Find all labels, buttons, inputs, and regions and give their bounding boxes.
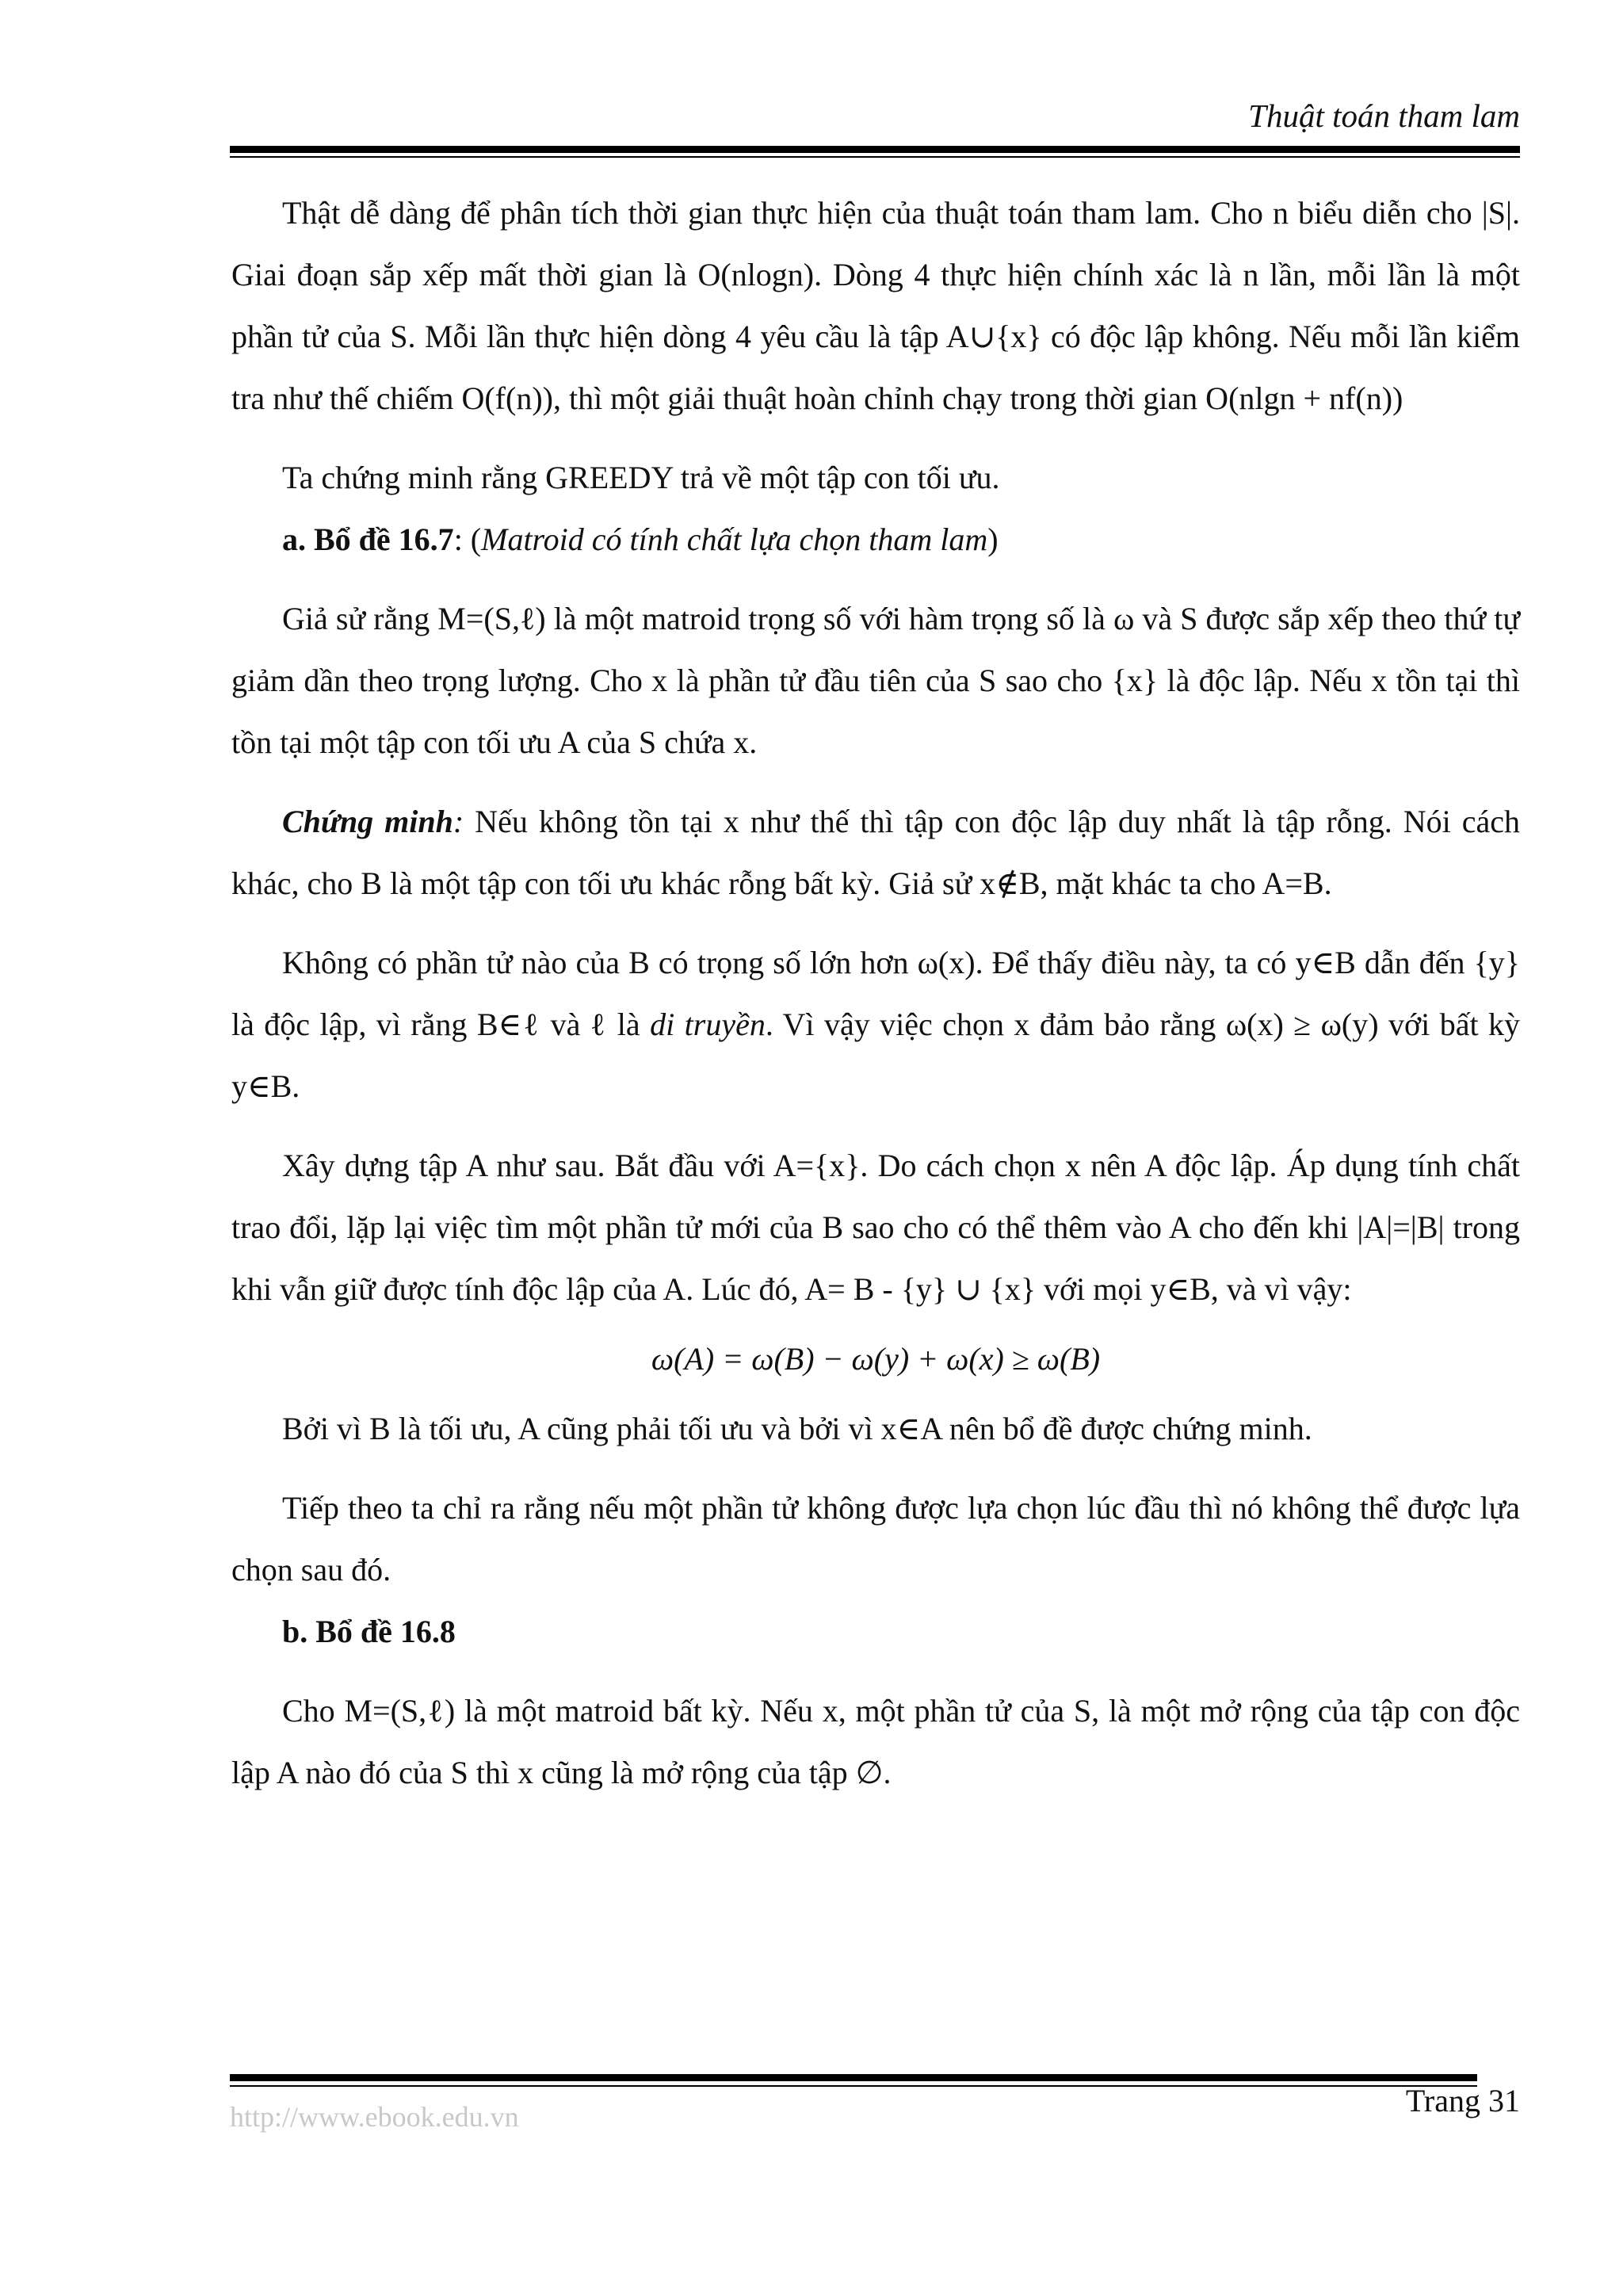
paragraph-conclude: Bởi vì B là tối ưu, A cũng phải tối ưu và bởi vì x∈A nên bổ đề được chứng minh. [282, 1411, 1312, 1446]
lemma-16-7-heading [231, 509, 1520, 571]
paragraph-claim: Ta chứng minh rằng GREEDY trả về một tập con tối ưu. [282, 460, 1000, 495]
paragraph-next: Tiếp theo ta chỉ ra rằng nếu một phần tử không được lựa chọn lúc đầu thì nó không thể được lựa chọn sau đó. [231, 1490, 1520, 1587]
header-rule-thick [230, 146, 1520, 153]
paragraph-weight [231, 932, 1520, 1117]
lemma-16-8-heading: b. Bổ đề 16.8 [282, 1614, 456, 1649]
lemma-16-7-title: Matroid có tính chất lựa chọn tham lam [481, 521, 988, 557]
proof-colon: : [453, 804, 464, 839]
lemma-16-7-close: ) [987, 521, 999, 557]
body-text [231, 182, 1520, 1804]
footer-url: http://www.ebook.edu.vn [230, 2101, 519, 2133]
footer-rule-thin [230, 2085, 1477, 2087]
paragraph-weight-part1: Không có phần tử nào của B có trọng số lớn hơn ω(x). Để thấy điều này, ta có y∈B dẫn đến {y} là độc lập, vì rằng B∈ℓ và ℓ là [231, 945, 1520, 1042]
lemma-16-7-label: a. Bổ đề 16.7 [282, 521, 454, 557]
lemma-16-7-statement: Giả sử rằng M=(S,ℓ) là một matroid trọng số với hàm trọng số là ω và S được sắp xếp theo thứ tự giảm dần theo trọng lượng. Cho x là phần tử đầu tiên của S sao cho {x} là độc lập. Nếu x tồn tại thì tồn tại một tập con tối ưu A của S chứa x. [231, 601, 1520, 760]
proof-paragraph [231, 791, 1520, 915]
paragraph-runtime: Thật dễ dàng để phân tích thời gian thực hiện của thuật toán tham lam. Cho n biểu diễn cho |S|. Giai đoạn sắp xếp mất thời gian là O(nlogn). Dòng 4 thực hiện chính xác là n lần, mỗi lần là một phần tử của S. Mỗi lần thực hiện dòng 4 yêu cầu là tập A∪{x} có độc lập không. Nếu mỗi lần kiểm tra như thế chiếm O(f(n)), thì một giải thuật hoàn chỉnh chạy trong thời gian O(nlgn + nf(n)) [231, 195, 1520, 416]
footer-rule-thick [230, 2074, 1477, 2081]
header-title: Thuật toán tham lam [1248, 97, 1520, 134]
paragraph-weight-part2: . Vì vậy việc chọn x đảm bảo rằng ω(x) ≥ ω(y) với bất kỳ y∈B. [231, 1007, 1520, 1104]
page-number: Trang 31 [1405, 2083, 1520, 2118]
proof-text: Nếu không tồn tại x như thế thì tập con độc lập duy nhất là tập rỗng. Nói cách khác, cho B là một tập con tối ưu khác rỗng bất kỳ. Giả sử x∉B, mặt khác ta cho A=B. [231, 804, 1521, 901]
paragraph-build: Xây dựng tập A như sau. Bắt đầu với A={x}. Do cách chọn x nên A độc lập. Áp dụng tính chất trao đổi, lặp lại việc tìm một phần tử mới của B sao cho có thể thêm vào A cho đến khi |A|=|B| trong khi vẫn giữ được tính độc lập của A. Lúc đó, A= B - {y} ∪ {x} với mọi y∈B, và vì vậy: [231, 1148, 1520, 1307]
equation-weight: ω(A) = ω(B) − ω(y) + ω(x) ≥ ω(B) [651, 1341, 1101, 1377]
paragraph-weight-italic: di truyền [650, 1007, 766, 1042]
proof-label: Chứng minh [282, 804, 453, 839]
lemma-16-7-sep: : ( [453, 521, 482, 557]
lemma-16-8-statement: Cho M=(S,ℓ) là một matroid bất kỳ. Nếu x, một phần tử của S, là một mở rộng của tập con độc lập A nào đó của S thì x cũng là mở rộng của tập ∅. [231, 1693, 1520, 1790]
header-rule-thin [230, 156, 1520, 158]
